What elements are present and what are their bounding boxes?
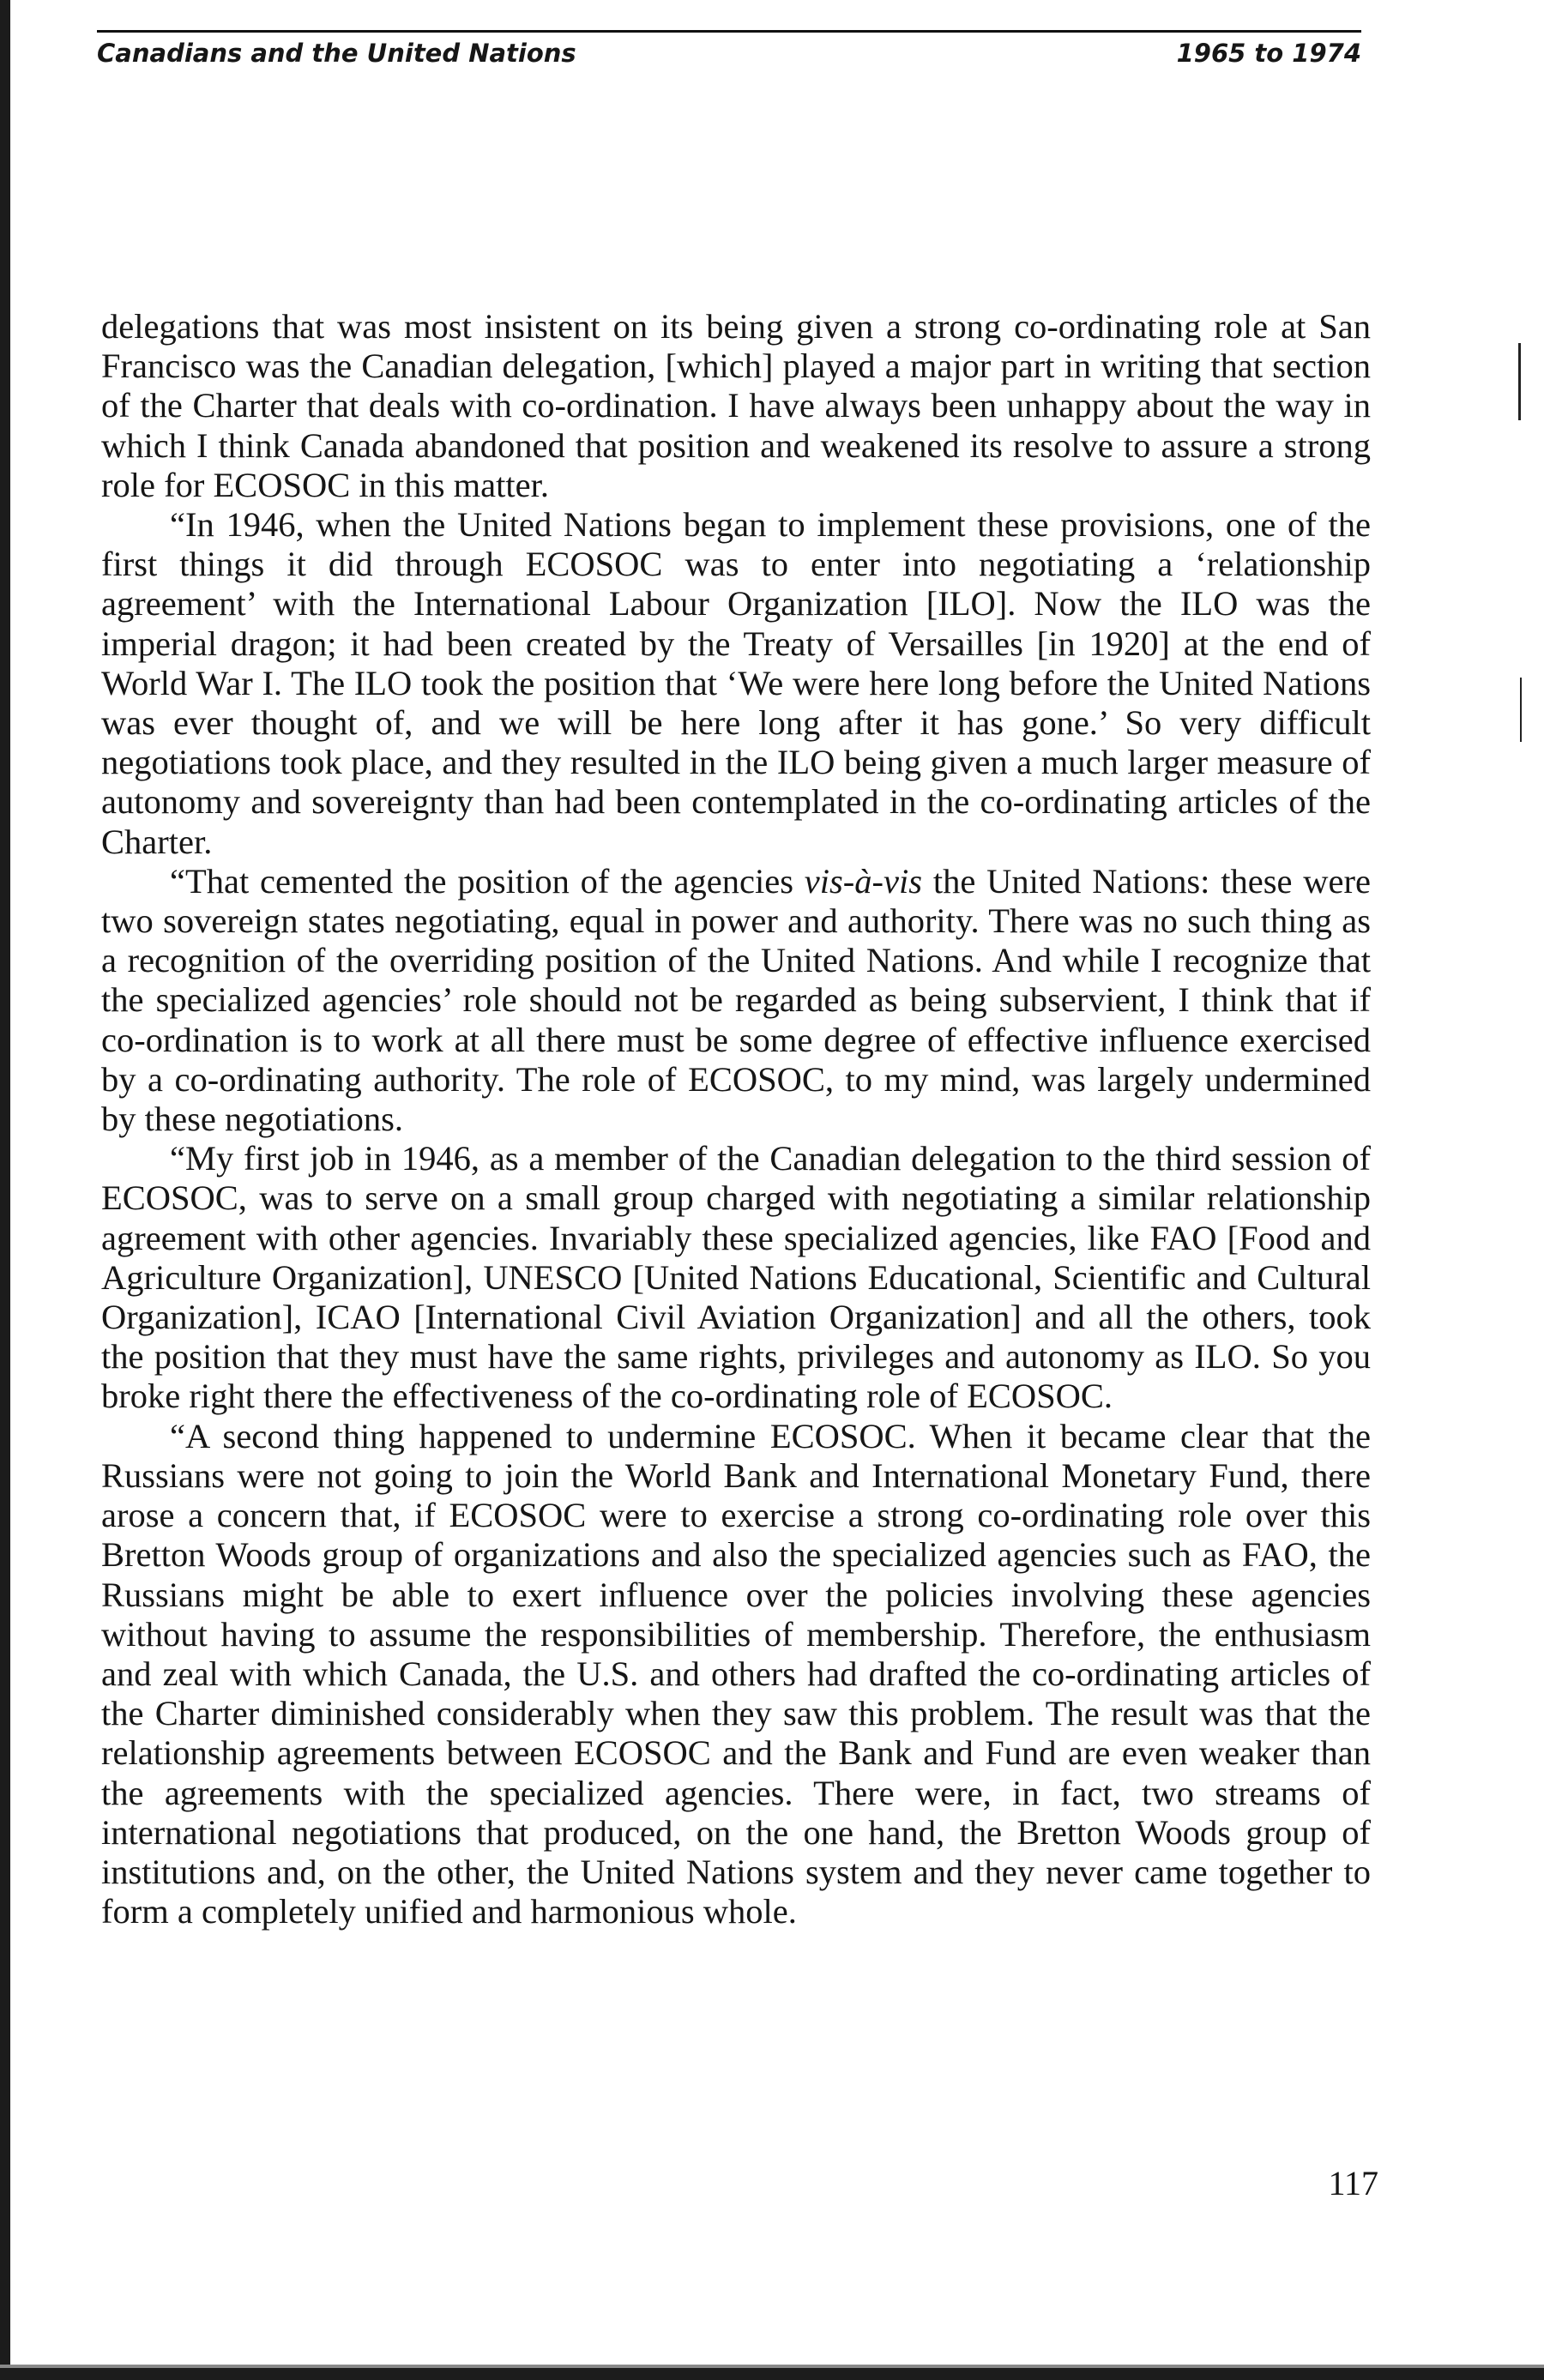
scan-edge-bottom bbox=[0, 2368, 1544, 2380]
scan-margin-mark bbox=[1518, 343, 1521, 420]
paragraph-5: “A second thing happened to undermine ECOSOC. When it became clear that the Russians were not going to join the World Bank and International Monetary Fund, there arose a concern that, if ECOSOC were to exercise a strong co-ordinating role over this Bretton Woods group of organizations and also the specialized agencies such as FAO, the Russians might be able to exert influence over the policies involving these agencies without having to assume the responsibilities of membership. Therefore, the enthusiasm and zeal with which Canada, the U.S. and others had drafted the co-ordinating articles of the Charter diminished considerably when they saw this problem. The result was that the relationship agreements between ECOSOC and the Bank and Fund are even weaker than the agreements with the specialized agencies. There were, in fact, two streams of international negotiations that produced, on the one hand, the Bretton Woods group of institutions and, on the other, the United Nations system and they never came together to form a completely unified and harmonious whole. bbox=[101, 1416, 1371, 1931]
body-text bbox=[101, 307, 1371, 1931]
paragraph-4: “My first job in 1946, as a member of the Canadian delegation to the third session of ECOSOC, was to serve on a small group charged with negotiating a similar relationship agreement with other agencies. Invariably these specialized agencies, like FAO [Food and Agriculture Organization], UNESCO [United Nations Educational, Scientific and Cultural Organization], ICAO [International Civil Aviation Organization] and all the others, took the position that they must have the same rights, privileges and autonomy as ILO. So you broke right there the effectiveness of the co-ordinating role of ECOSOC. bbox=[101, 1139, 1371, 1416]
period-range: 1965 to 1974 bbox=[1176, 39, 1361, 68]
page-number: 117 bbox=[1328, 2164, 1378, 2202]
scan-edge-left bbox=[0, 0, 10, 2380]
paragraph-3-lead: “That cemented the position of the agencies bbox=[170, 861, 805, 901]
paragraph-3 bbox=[101, 862, 1371, 1139]
book-title: Canadians and the United Nations bbox=[97, 39, 576, 68]
scan-margin-mark bbox=[1520, 678, 1522, 742]
header-rule bbox=[97, 30, 1361, 33]
paragraph-1: delegations that was most insistent on its being given a strong co-ordinating role at San Francisco was the Canadian delegation, [which] played a major part in writing that section of the Charter that deals with co-ordination. I have always been unhappy about the way in which I think Canada abandoned that position and weakened its resolve to assure a strong role for ECOSOC in this matter. bbox=[101, 307, 1371, 504]
italic-phrase: vis-à-vis bbox=[804, 861, 922, 901]
paragraph-2: “In 1946, when the United Nations began to implement these provisions, one of the first things it did through ECOSOC was to enter into negotiating a ‘relationship agreement’ with the International Labour Organization [ILO]. Now the ILO was the imperial dragon; it had been created by the Treaty of Versailles [in 1920] at the end of World War I. The ILO took the position that ‘We were here long before the United Nations was ever thought of, and we will be here long after it has gone.’ So very difficult negotiations took place, and they resulted in the ILO being given a much larger measure of autonomy and sovereignty than had been contemplated in the co-ordinating articles of the Charter. bbox=[101, 505, 1371, 861]
running-head bbox=[97, 36, 1361, 70]
paragraph-3-rest: the United Nations: these were two sovereign states negotiating, equal in power and authority. There was no such thing as a recognition of the overriding position of the United Nations. And while I recognize that the specialized agencies’ role should not be regarded as being subservient, I think that if co-ordination is to work at all there must be some degree of effective influence exercised by a co-ordinating authority. The role of ECOSOC, to my mind, was largely undermined by these negotiations. bbox=[101, 861, 1371, 1139]
